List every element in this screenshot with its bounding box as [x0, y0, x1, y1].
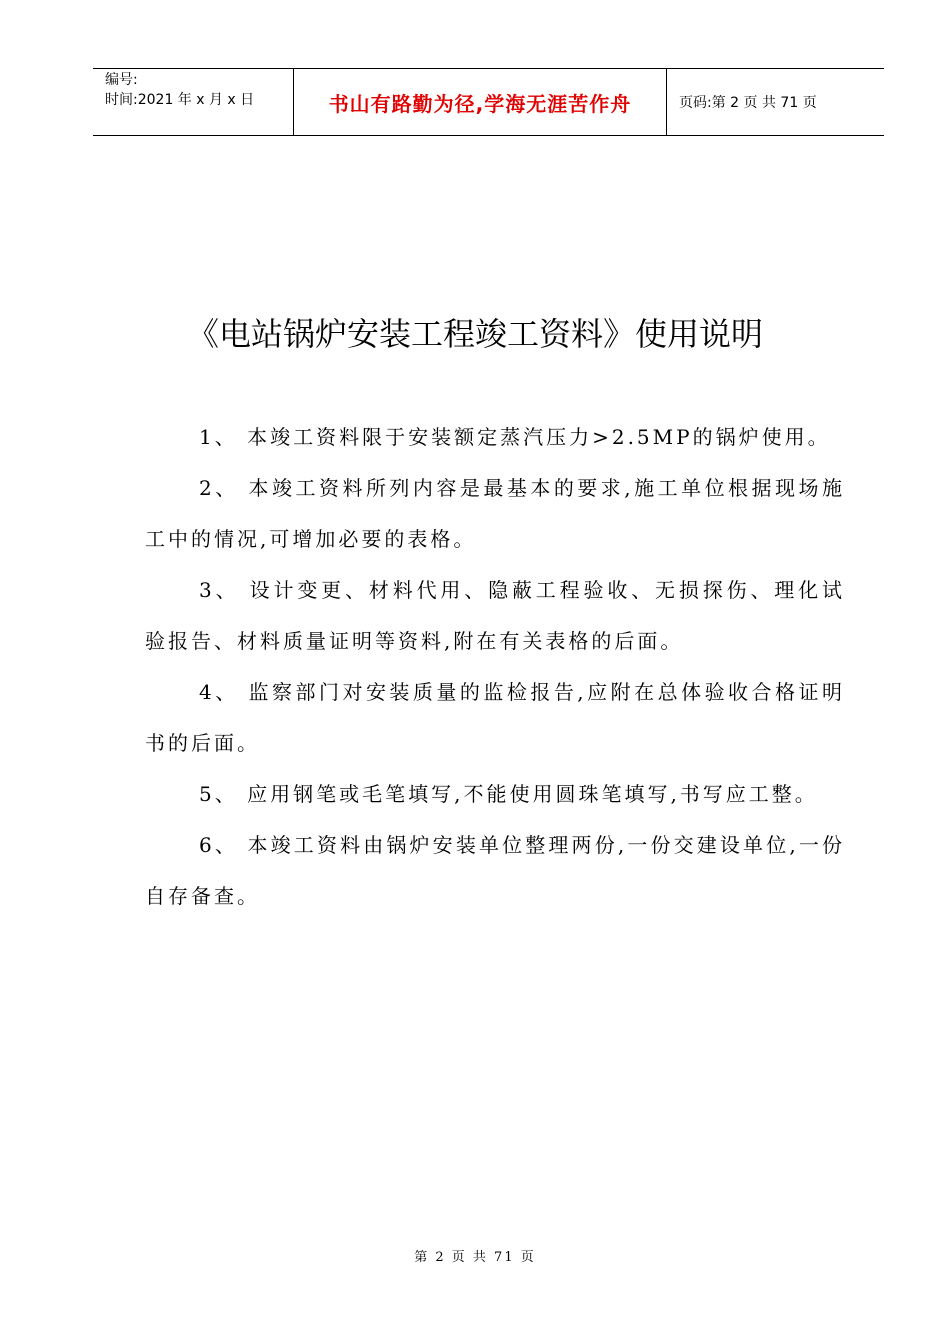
page-footer: 第 2 页 共 71 页 — [414, 1250, 536, 1265]
header-motto: 书山有路勤为径,学海无涯苦作舟 — [294, 69, 667, 135]
instruction-paragraph: 6、 本竣工资料由锅炉安装单位整理两份,一份交建设单位,一份自存备查。 — [145, 833, 845, 908]
header-meta — [93, 69, 294, 135]
document-number-label: 编号: — [105, 72, 138, 88]
instruction-paragraph: 1、 本竣工资料限于安装额定蒸汽压力>2.5MP的锅炉使用。 — [199, 425, 831, 449]
header-page-info: 页码:第 2 页 共 71 页 — [679, 95, 817, 111]
instruction-paragraph: 5、 应用钢笔或毛笔填写,不能使用圆珠笔填写,书写应工整。 — [199, 782, 818, 806]
document-time-label: 时间:2021 年 x 月 x 日 — [105, 92, 255, 108]
document-header — [93, 68, 884, 136]
instruction-paragraph: 3、 设计变更、材料代用、隐蔽工程验收、无损探伤、理化试验报告、材料质量证明等资料,附在有关表格的后面。 — [145, 578, 845, 653]
document-body — [145, 412, 845, 922]
document-title: 《电站锅炉安装工程竣工资料》使用说明 — [186, 315, 763, 353]
instruction-paragraph: 4、 监察部门对安装质量的监检报告,应附在总体验收合格证明书的后面。 — [145, 680, 845, 755]
instruction-paragraph: 2、 本竣工资料所列内容是最基本的要求,施工单位根据现场施工中的情况,可增加必要的表格。 — [145, 476, 845, 551]
